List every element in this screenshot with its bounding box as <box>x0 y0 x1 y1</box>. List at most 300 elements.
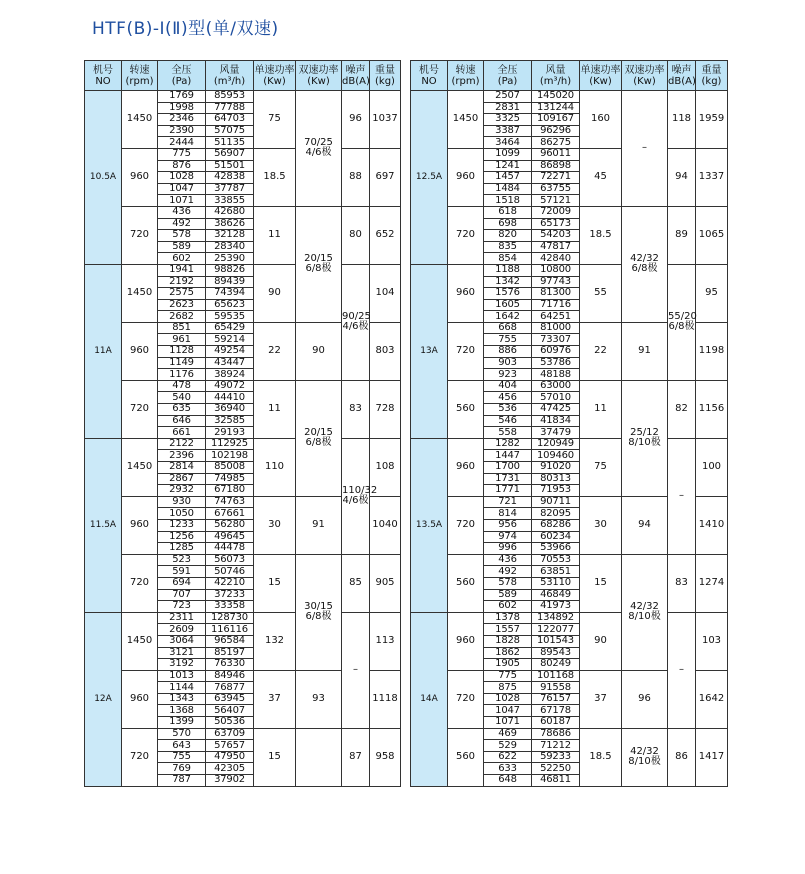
airflow-cell-text: 72271 <box>540 171 571 183</box>
weight-cell <box>370 206 401 264</box>
airflow-cell-text: 32585 <box>214 414 245 426</box>
airflow-cell-text: 101168 <box>537 669 574 681</box>
pressure-cell <box>484 728 532 740</box>
header-speed-line: (rpm) <box>125 75 154 87</box>
airflow-cell-text: 65429 <box>214 322 245 334</box>
airflow-cell-text: 48188 <box>540 368 571 380</box>
airflow-cell <box>532 114 580 126</box>
pressure-cell <box>158 427 206 439</box>
weight-cell <box>370 670 401 728</box>
pressure-cell-text: 1128 <box>169 345 194 357</box>
speed-cell <box>122 264 158 322</box>
header-weight-line: 重量 <box>701 64 722 76</box>
airflow-cell <box>206 369 254 381</box>
single-power-cell-text: 37 <box>594 693 607 705</box>
pressure-cell-text: 1576 <box>495 287 520 299</box>
noise-cell-text: 83 <box>349 403 362 415</box>
airflow-cell <box>206 763 254 775</box>
airflow-cell <box>206 148 254 160</box>
header-model-line: 机号 <box>93 64 113 76</box>
single-power-cell <box>254 496 296 554</box>
header-single_power <box>580 61 622 91</box>
pressure-cell <box>484 91 532 103</box>
single-power-cell-text: 75 <box>594 461 607 473</box>
noise-cell <box>696 612 728 670</box>
noise-cell-text: 93 <box>312 693 325 705</box>
pressure-cell <box>484 125 532 137</box>
speed-cell-text: 1450 <box>126 635 153 647</box>
airflow-cell <box>532 357 580 369</box>
pressure-cell <box>484 357 532 369</box>
airflow-cell-text: 56280 <box>214 519 245 531</box>
pressure-cell-text: 2346 <box>169 113 194 125</box>
pressure-cell-text: 698 <box>498 217 517 229</box>
pressure-cell-text: 1342 <box>495 275 520 287</box>
airflow-cell <box>206 288 254 300</box>
airflow-cell <box>532 160 580 172</box>
airflow-cell-text: 78686 <box>540 727 571 739</box>
header-row <box>85 61 401 91</box>
pressure-cell <box>158 160 206 172</box>
speed-cell-text: 960 <box>455 287 476 299</box>
single-power-cell <box>254 264 296 322</box>
pressure-cell-text: 661 <box>172 426 191 438</box>
airflow-cell <box>206 462 254 474</box>
dual-power-cell <box>668 612 696 728</box>
model-number-cell-text: 12A <box>94 694 112 705</box>
speed-cell-text: 720 <box>455 519 476 531</box>
airflow-cell-text: 49645 <box>214 530 245 542</box>
airflow-cell <box>532 775 580 787</box>
airflow-cell-text: 68286 <box>540 519 571 531</box>
pressure-cell <box>484 462 532 474</box>
speed-cell-text: 1450 <box>126 113 153 125</box>
pressure-cell <box>484 566 532 578</box>
single-power-cell-text: 18.5 <box>589 751 612 763</box>
header-single_power-line: (Kw) <box>589 75 612 87</box>
pressure-cell <box>484 496 532 508</box>
noise-cell <box>296 496 342 554</box>
airflow-cell-text: 98826 <box>214 264 245 276</box>
airflow-cell <box>532 566 580 578</box>
pressure-cell-text: 755 <box>498 333 517 345</box>
pressure-cell-text: 1047 <box>169 183 194 195</box>
pressure-cell <box>158 183 206 195</box>
pressure-cell-text: 1457 <box>495 171 520 183</box>
single-power-cell <box>254 148 296 206</box>
single-power-cell <box>580 264 622 322</box>
header-pressure-line: 全压 <box>171 64 192 76</box>
dual-power-cell <box>296 91 342 207</box>
pressure-cell-text: 1050 <box>169 507 194 519</box>
noise-cell-text: 85 <box>349 577 362 589</box>
pressure-cell <box>158 311 206 323</box>
airflow-cell <box>532 635 580 647</box>
airflow-cell <box>206 508 254 520</box>
airflow-cell-text: 81000 <box>540 322 571 334</box>
single-power-cell <box>580 206 622 264</box>
airflow-cell <box>206 299 254 311</box>
pressure-cell <box>484 554 532 566</box>
airflow-cell-text: 122077 <box>537 623 574 635</box>
pressure-cell-text: 1998 <box>169 101 194 113</box>
header-weight-line: 重量 <box>375 64 395 76</box>
pressure-cell <box>158 647 206 659</box>
dual-power-line: 90/25 <box>342 311 371 323</box>
pressure-cell-text: 694 <box>172 577 191 589</box>
pressure-cell-text: 721 <box>498 496 517 508</box>
weight-cell-text: 958 <box>375 751 395 763</box>
speed-cell <box>122 728 158 786</box>
pressure-cell <box>484 230 532 242</box>
airflow-cell <box>532 693 580 705</box>
pressure-cell <box>158 346 206 358</box>
pressure-cell <box>158 751 206 763</box>
speed-cell-text: 960 <box>129 693 150 705</box>
single-power-cell <box>580 612 622 670</box>
weight-cell-text: 1065 <box>698 229 725 241</box>
airflow-cell <box>206 531 254 543</box>
airflow-cell <box>532 380 580 392</box>
pressure-cell <box>158 102 206 114</box>
pressure-cell <box>158 322 206 334</box>
pressure-cell-text: 875 <box>498 681 517 693</box>
single-power-cell <box>254 380 296 438</box>
airflow-cell-text: 44478 <box>214 542 245 554</box>
dual-power-cell <box>296 206 342 322</box>
airflow-cell-text: 47950 <box>214 751 245 763</box>
pressure-cell <box>158 91 206 103</box>
airflow-cell-text: 37479 <box>540 426 571 438</box>
header-single_power-line: 单速功率 <box>254 64 295 76</box>
pressure-cell <box>484 693 532 705</box>
pressure-cell-text: 787 <box>172 774 191 786</box>
table-row <box>85 91 401 103</box>
model-number-cell-text: 11A <box>94 346 112 357</box>
pressure-cell-text: 2867 <box>169 472 194 484</box>
noise-cell <box>342 380 370 438</box>
pressure-cell <box>158 404 206 416</box>
airflow-cell-text: 86898 <box>540 159 571 171</box>
pressure-cell <box>484 589 532 601</box>
single-power-cell-text: 30 <box>594 519 607 531</box>
airflow-cell-text: 53966 <box>540 542 571 554</box>
pressure-cell-text: 1557 <box>495 623 520 635</box>
pressure-cell <box>158 299 206 311</box>
pressure-cell <box>484 577 532 589</box>
pressure-cell-text: 930 <box>172 496 191 508</box>
airflow-cell-text: 53786 <box>540 356 571 368</box>
pressure-cell-text: 1343 <box>169 693 194 705</box>
pressure-cell-text: 1905 <box>495 658 520 670</box>
airflow-cell <box>532 531 580 543</box>
dual-power-line: 20/15 <box>304 253 333 265</box>
pressure-cell-text: 1642 <box>495 310 520 322</box>
speed-cell <box>122 670 158 728</box>
pressure-cell <box>484 438 532 450</box>
pressure-cell <box>158 705 206 717</box>
pressure-cell <box>158 125 206 137</box>
pressure-cell <box>158 392 206 404</box>
model-number-cell-text: 13.5A <box>415 520 443 531</box>
header-model <box>411 61 448 91</box>
airflow-cell <box>532 334 580 346</box>
table-row <box>85 206 401 218</box>
pressure-cell-text: 1769 <box>169 90 194 102</box>
pressure-cell <box>158 276 206 288</box>
airflow-cell <box>206 264 254 276</box>
airflow-cell-text: 64251 <box>540 310 571 322</box>
pressure-cell-text: 1144 <box>169 681 194 693</box>
airflow-cell <box>532 508 580 520</box>
pressure-cell <box>484 172 532 184</box>
pressure-cell-text: 602 <box>172 252 191 264</box>
header-weight <box>370 61 401 91</box>
pressure-cell-text: 974 <box>498 530 517 542</box>
single-power-cell <box>254 670 296 728</box>
airflow-cell <box>532 740 580 752</box>
speed-cell-text: 960 <box>129 345 150 357</box>
weight-cell <box>696 148 728 206</box>
airflow-cell <box>532 392 580 404</box>
airflow-cell-text: 81300 <box>540 287 571 299</box>
airflow-cell <box>532 276 580 288</box>
pressure-cell-text: 1028 <box>169 171 194 183</box>
table-row <box>85 148 401 160</box>
single-power-cell <box>580 728 622 786</box>
table-row <box>85 264 401 276</box>
dual-power-cell <box>622 554 668 670</box>
noise-cell <box>668 554 696 612</box>
airflow-cell-text: 63851 <box>540 565 571 577</box>
pressure-cell-text: 1605 <box>495 298 520 310</box>
airflow-cell <box>532 601 580 613</box>
table-row <box>411 728 728 740</box>
single-power-cell-text: 11 <box>594 403 607 415</box>
dual-power-line: 8/10极 <box>628 437 661 449</box>
single-power-cell-text: 11 <box>268 229 281 241</box>
table-row <box>85 554 401 566</box>
pressure-cell-text: 469 <box>498 727 517 739</box>
airflow-cell <box>532 253 580 265</box>
speed-cell <box>448 380 484 438</box>
pressure-cell-text: 456 <box>498 391 517 403</box>
pressure-cell <box>484 775 532 787</box>
airflow-cell-text: 65623 <box>214 298 245 310</box>
pressure-cell-text: 961 <box>172 333 191 345</box>
single-power-cell <box>254 612 296 670</box>
airflow-cell-text: 36940 <box>214 403 245 415</box>
airflow-cell <box>206 519 254 531</box>
pressure-cell-text: 1700 <box>495 461 520 473</box>
airflow-cell <box>532 91 580 103</box>
airflow-cell-text: 44410 <box>214 391 245 403</box>
pressure-cell <box>158 172 206 184</box>
airflow-cell <box>532 543 580 555</box>
pressure-cell <box>158 519 206 531</box>
pressure-cell-text: 1731 <box>495 472 520 484</box>
noise-cell-text: 95 <box>705 287 718 299</box>
airflow-cell <box>206 612 254 624</box>
pressure-cell <box>158 577 206 589</box>
speed-cell-text: 560 <box>455 751 476 763</box>
speed-cell <box>122 91 158 149</box>
dual-power-cell <box>622 728 668 786</box>
header-airflow <box>206 61 254 91</box>
header-model-line: 机号 <box>419 64 439 76</box>
airflow-cell <box>532 577 580 589</box>
model-number-cell <box>85 612 122 786</box>
pressure-cell-text: 2311 <box>169 612 194 624</box>
weight-cell-text: 1118 <box>372 693 398 705</box>
airflow-cell-text: 85008 <box>214 461 245 473</box>
airflow-cell <box>532 369 580 381</box>
speed-cell-text: 960 <box>455 635 476 647</box>
pressure-cell <box>484 195 532 207</box>
header-single_power <box>254 61 296 91</box>
pressure-cell <box>484 485 532 497</box>
pressure-cell-text: 523 <box>172 554 191 566</box>
airflow-cell-text: 85953 <box>214 90 245 102</box>
pressure-cell <box>484 508 532 520</box>
dual-power-line: – <box>353 664 358 676</box>
pressure-cell-text: 404 <box>498 380 517 392</box>
single-power-cell <box>254 206 296 264</box>
airflow-cell-text: 131244 <box>537 101 574 113</box>
airflow-cell <box>532 519 580 531</box>
airflow-cell-text: 50536 <box>214 716 245 728</box>
noise-cell-text: 86 <box>675 751 688 763</box>
airflow-cell-text: 116116 <box>211 623 248 635</box>
speed-cell-text: 720 <box>129 229 150 241</box>
airflow-cell-text: 56907 <box>214 148 245 160</box>
airflow-cell-text: 76877 <box>214 681 245 693</box>
pressure-cell-text: 723 <box>172 600 191 612</box>
weight-cell-text: 1198 <box>698 345 725 357</box>
pressure-cell-text: 903 <box>498 356 517 368</box>
airflow-cell <box>206 427 254 439</box>
noise-cell-text: 90 <box>312 345 325 357</box>
noise-cell <box>370 264 401 322</box>
pressure-cell-text: 646 <box>172 414 191 426</box>
airflow-cell <box>206 589 254 601</box>
speed-cell <box>122 206 158 264</box>
pressure-cell-text: 2396 <box>169 449 194 461</box>
pressure-cell-text: 851 <box>172 322 191 334</box>
pressure-cell <box>158 543 206 555</box>
single-power-cell <box>580 670 622 728</box>
noise-cell-text: 96 <box>349 113 362 125</box>
header-pressure-line: (Pa) <box>171 75 192 87</box>
dual-power-line: 6/8极 <box>305 437 332 449</box>
noise-cell <box>370 612 401 670</box>
pressure-cell-text: 1447 <box>495 449 520 461</box>
airflow-cell-text: 67180 <box>214 484 245 496</box>
airflow-cell <box>206 624 254 636</box>
airflow-cell <box>532 450 580 462</box>
table-row <box>411 206 728 218</box>
header-speed-line: 转速 <box>129 64 150 76</box>
airflow-cell <box>206 566 254 578</box>
noise-cell <box>668 206 696 264</box>
pressure-cell-text: 633 <box>498 762 517 774</box>
airflow-cell-text: 84946 <box>214 669 245 681</box>
pressure-cell-text: 876 <box>172 159 191 171</box>
airflow-cell-text: 56407 <box>214 704 245 716</box>
header-dual_power <box>622 61 668 91</box>
airflow-cell-text: 96584 <box>214 635 245 647</box>
airflow-cell-text: 67661 <box>214 507 245 519</box>
pressure-cell <box>484 751 532 763</box>
airflow-cell-text: 57657 <box>214 739 245 751</box>
single-power-cell-text: 75 <box>268 113 281 125</box>
airflow-cell-text: 63000 <box>540 380 571 392</box>
airflow-cell <box>532 473 580 485</box>
weight-cell <box>370 496 401 554</box>
pressure-cell <box>158 253 206 265</box>
table-row <box>411 438 728 450</box>
pressure-cell-text: 1028 <box>495 693 520 705</box>
airflow-cell <box>532 299 580 311</box>
noise-cell <box>622 496 668 554</box>
single-power-cell <box>254 91 296 149</box>
header-weight-line: (kg) <box>701 75 722 87</box>
airflow-cell <box>206 577 254 589</box>
pressure-cell <box>158 462 206 474</box>
header-row <box>411 61 728 91</box>
pressure-cell-text: 3325 <box>495 113 520 125</box>
speed-cell <box>448 264 484 322</box>
dual-power-cell <box>622 380 668 496</box>
speed-cell-text: 560 <box>455 403 476 415</box>
table-row <box>85 380 401 392</box>
airflow-cell-text: 41834 <box>540 414 571 426</box>
pressure-cell <box>158 670 206 682</box>
pressure-cell <box>484 682 532 694</box>
pressure-cell-text: 2623 <box>169 298 194 310</box>
noise-cell <box>296 670 342 728</box>
airflow-cell <box>532 311 580 323</box>
airflow-cell-text: 101543 <box>537 635 574 647</box>
pressure-cell-text: 820 <box>498 229 517 241</box>
single-power-cell-text: 22 <box>594 345 607 357</box>
airflow-cell <box>206 404 254 416</box>
single-power-cell-text: 15 <box>268 577 281 589</box>
airflow-cell <box>206 705 254 717</box>
dual-power-cell <box>342 438 378 554</box>
dual-power-cell <box>622 206 668 322</box>
airflow-cell <box>206 137 254 149</box>
airflow-cell-text: 37233 <box>214 588 245 600</box>
single-power-cell <box>580 91 622 149</box>
header-airflow-line: (m³/h) <box>213 75 246 87</box>
pressure-cell-text: 648 <box>498 774 517 786</box>
airflow-cell <box>206 717 254 729</box>
airflow-cell-text: 47817 <box>540 241 571 253</box>
airflow-cell-text: 38626 <box>214 217 245 229</box>
single-power-cell <box>580 438 622 496</box>
header-weight <box>696 61 728 91</box>
pressure-cell <box>484 148 532 160</box>
header-airflow-line: 风量 <box>219 64 240 76</box>
noise-cell <box>342 91 370 149</box>
header-speed-line: (rpm) <box>451 75 480 87</box>
single-power-cell <box>580 380 622 438</box>
header-dual_power-line: (Kw) <box>307 75 330 87</box>
speed-cell-text: 720 <box>129 577 150 589</box>
airflow-cell-text: 57075 <box>214 125 245 137</box>
speed-cell <box>448 438 484 496</box>
